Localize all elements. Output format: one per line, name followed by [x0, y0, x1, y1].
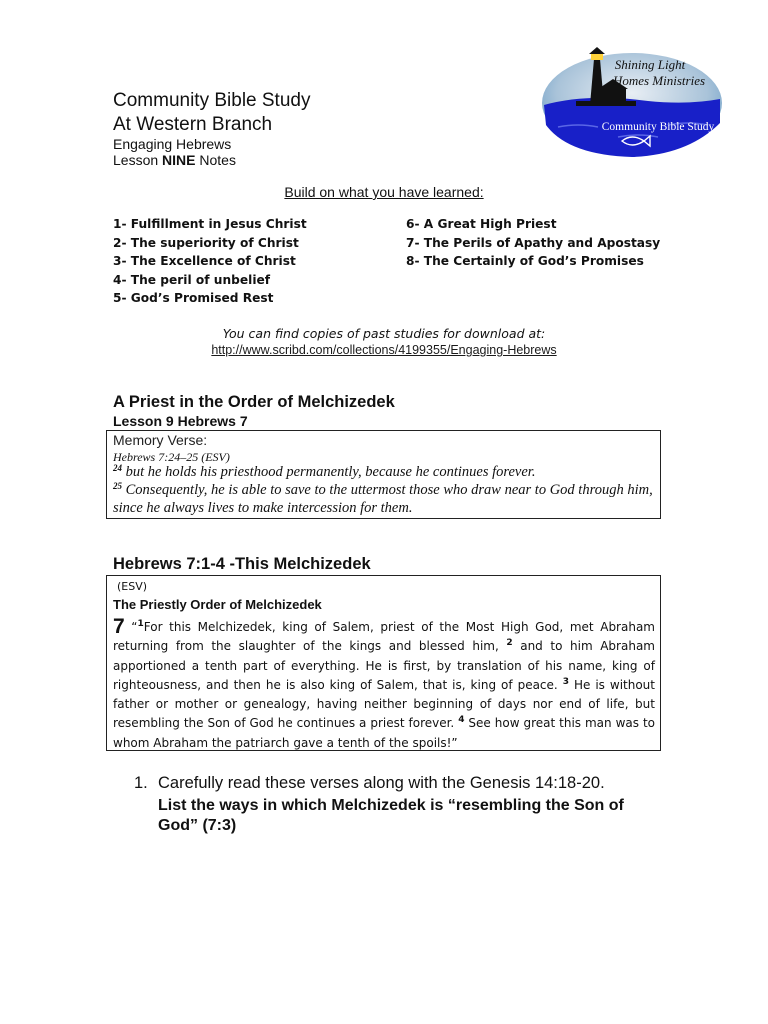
- title-line-1: Community Bible Study: [113, 90, 311, 111]
- passage-title: Hebrews 7:1-4 -This Melchizedek: [113, 555, 371, 573]
- lesson-item: 8- The Certainly of God’s Promises: [406, 254, 644, 268]
- memory-verse-24: [113, 464, 658, 482]
- verse-number: 2: [506, 638, 513, 649]
- bible-version: (ESV): [117, 580, 148, 593]
- lighthouse-logo-icon: [538, 45, 726, 165]
- lesson-item: 5- God’s Promised Rest: [113, 291, 274, 305]
- verse-text: He is without father or mother or genealogy, having neither beginning of days nor end of life, but resembling the Son of God he continues a priest forever.: [113, 677, 655, 731]
- lesson-item: 7- The Perils of Apathy and Apostasy: [406, 235, 661, 250]
- verse-number: 24: [113, 463, 122, 473]
- open-quote: “: [124, 620, 138, 634]
- download-note: You can find copies of past studies for download at:: [222, 326, 546, 341]
- verse-text: Consequently, he is able to save to the uttermost those who draw near to God through him, since he always lives to make intercession for them.: [113, 482, 653, 516]
- ministry-logo: [538, 45, 726, 165]
- verse-text: and to him Abraham apportioned a tenth part of everything. He is first, by translation of his name, king of righteousness, and then he is also king of Salem, that is, king of peace.: [113, 639, 655, 692]
- lesson-label: [113, 152, 236, 168]
- lessons-list-right: [406, 215, 660, 271]
- logo-line-1: Shining Light: [614, 57, 686, 72]
- passage-heading: The Priestly Order of Melchizedek: [113, 597, 322, 612]
- lesson-item: 1- Fulfillment in Jesus Christ: [113, 217, 307, 231]
- lessons-list-left: [113, 215, 307, 308]
- lesson-item: 3- The Excellence of Christ: [113, 254, 296, 268]
- title-line-2: At Western Branch: [113, 114, 273, 135]
- lesson-suffix: Notes: [199, 152, 236, 168]
- verse-number: 25: [113, 481, 122, 491]
- memory-verse-label: Memory Verse:: [113, 432, 208, 448]
- question-line-2: List the ways in which Melchizedek is “resembling the Son of God” (7:3): [158, 797, 624, 834]
- verse-number: 3: [562, 676, 569, 687]
- chapter-number: 7: [113, 615, 125, 638]
- question-line-1: Carefully read these verses along with the Genesis 14:18-20.: [158, 774, 605, 792]
- build-heading: Build on what you have learned:: [284, 184, 484, 200]
- course-name: Engaging Hebrews: [113, 136, 232, 152]
- lesson-item: 6- A Great High Priest: [406, 217, 557, 231]
- passage-text: [113, 617, 655, 753]
- logo-banner: Community Bible Study: [601, 121, 715, 133]
- verse-number: 4: [458, 715, 465, 726]
- lesson-number: NINE: [162, 152, 196, 168]
- section-title: A Priest in the Order of Melchizedek: [113, 393, 395, 411]
- section-subtitle: Lesson 9 Hebrews 7: [113, 413, 248, 429]
- verse-text: For this Melchizedek, king of Salem, priest of the Most High God, met Abraham returning from the slaughter of the kings and blessed him,: [113, 620, 655, 654]
- lesson-prefix: Lesson: [113, 152, 159, 168]
- question-number: 1.: [134, 774, 148, 792]
- verse-text: but he holds his priesthood permanently, because he continues forever.: [122, 464, 536, 480]
- download-link[interactable]: http://www.scribd.com/collections/4199355/Engaging-Hebrews: [211, 343, 557, 357]
- verse-text: See how great this man was to whom Abraham the patriarch gave a tenth of the spoils!”: [113, 716, 655, 750]
- verse-number: 1: [137, 619, 144, 629]
- lesson-item: 2- The superiority of Christ: [113, 235, 299, 250]
- lesson-item: 4- The peril of unbelief: [113, 272, 271, 287]
- memory-verse-25: [113, 482, 658, 517]
- logo-line-2: Homes Ministries: [612, 73, 706, 88]
- memory-verse-reference: Hebrews 7:24–25 (ESV): [113, 450, 230, 464]
